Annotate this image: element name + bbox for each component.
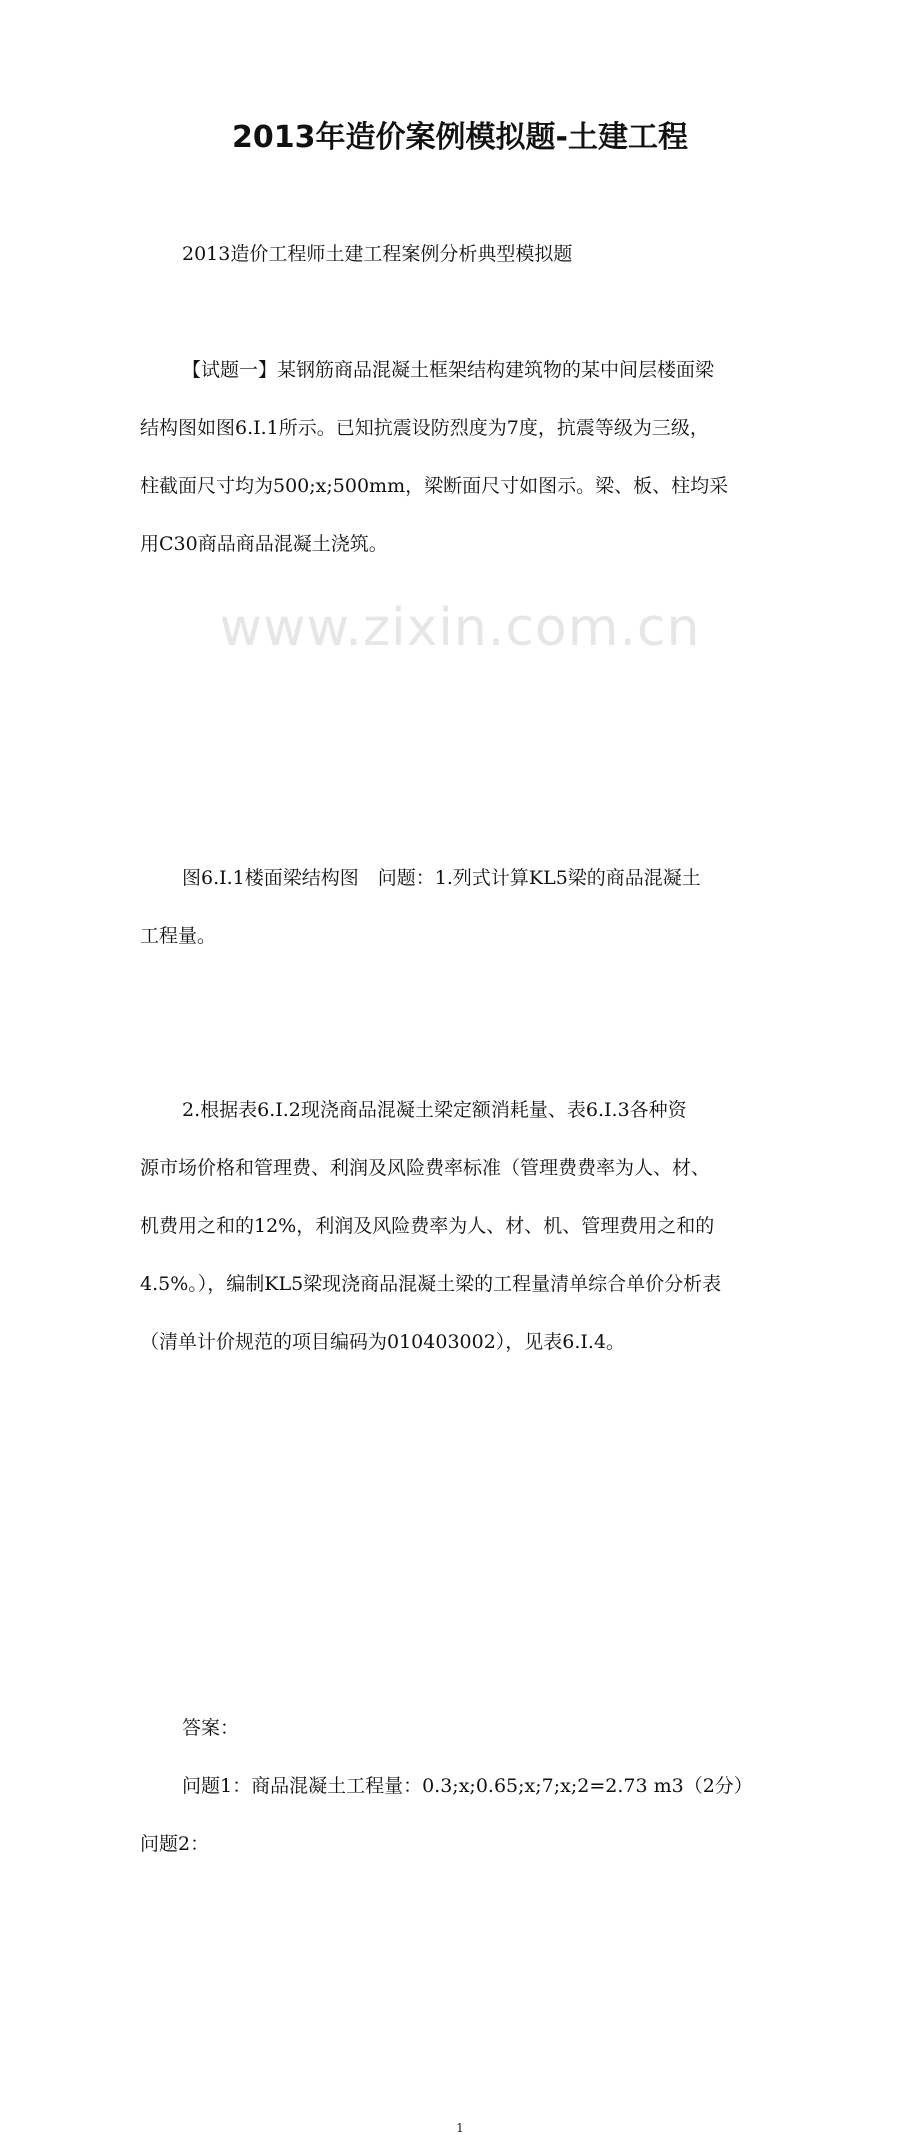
paragraph-line: 工程量。 — [140, 925, 217, 947]
question-two-paragraph — [140, 1081, 790, 1371]
document-title: 2013年造价案例模拟题-土建工程 — [232, 120, 688, 155]
figure-caption-paragraph — [140, 849, 790, 965]
paragraph-line: 结构图如图6.Ⅰ.1所示。已知抗震设防烈度为7度，抗震等级为三级， — [140, 417, 709, 439]
paragraph-line: 【试题一】某钢筋商品混凝土框架结构建筑物的某中间层楼面梁 — [182, 359, 715, 381]
paragraph-line: 图6.Ⅰ.1楼面梁结构图 问题：1.列式计算KL5梁的商品混凝土 — [182, 867, 701, 889]
answer-one: 问题1：商品混凝土工程量：0.3;x;0.65;x;7;x;2=2.73 m3（2分） — [182, 1775, 753, 1797]
page-number: 1 — [456, 2121, 464, 2135]
paragraph-line: 4.5%。），编制KL5梁现浇商品混凝土梁的工程量清单综合单价分析表 — [140, 1273, 722, 1295]
paragraph-line: （清单计价规范的项目编码为010403002），见表6.Ⅰ.4。 — [140, 1331, 626, 1353]
answer-label: 答案： — [182, 1717, 240, 1739]
watermark: www.zixin.com.cn — [219, 598, 701, 658]
answer-section — [140, 1699, 790, 1873]
paragraph-line: 源市场价格和管理费、利润及风险费率标准（管理费费率为人、材、 — [140, 1157, 711, 1179]
question-one-paragraph — [140, 341, 790, 573]
paragraph-line: 用C30商品商品混凝土浇筑。 — [140, 533, 388, 555]
answer-two: 问题2： — [140, 1833, 210, 1855]
paragraph-line: 机费用之和的12%，利润及风险费率为人、材、机、管理费用之和的 — [140, 1215, 715, 1237]
paragraph-line: 2.根据表6.Ⅰ.2现浇商品混凝土梁定额消耗量、表6.Ⅰ.3各种资 — [182, 1099, 687, 1121]
paragraph-line: 柱截面尺寸均为500;x;500mm，梁断面尺寸如图示。梁、板、柱均采 — [140, 475, 729, 497]
subtitle-line: 2013造价工程师土建工程案例分析典型模拟题 — [182, 243, 573, 265]
subtitle-paragraph — [140, 225, 790, 283]
